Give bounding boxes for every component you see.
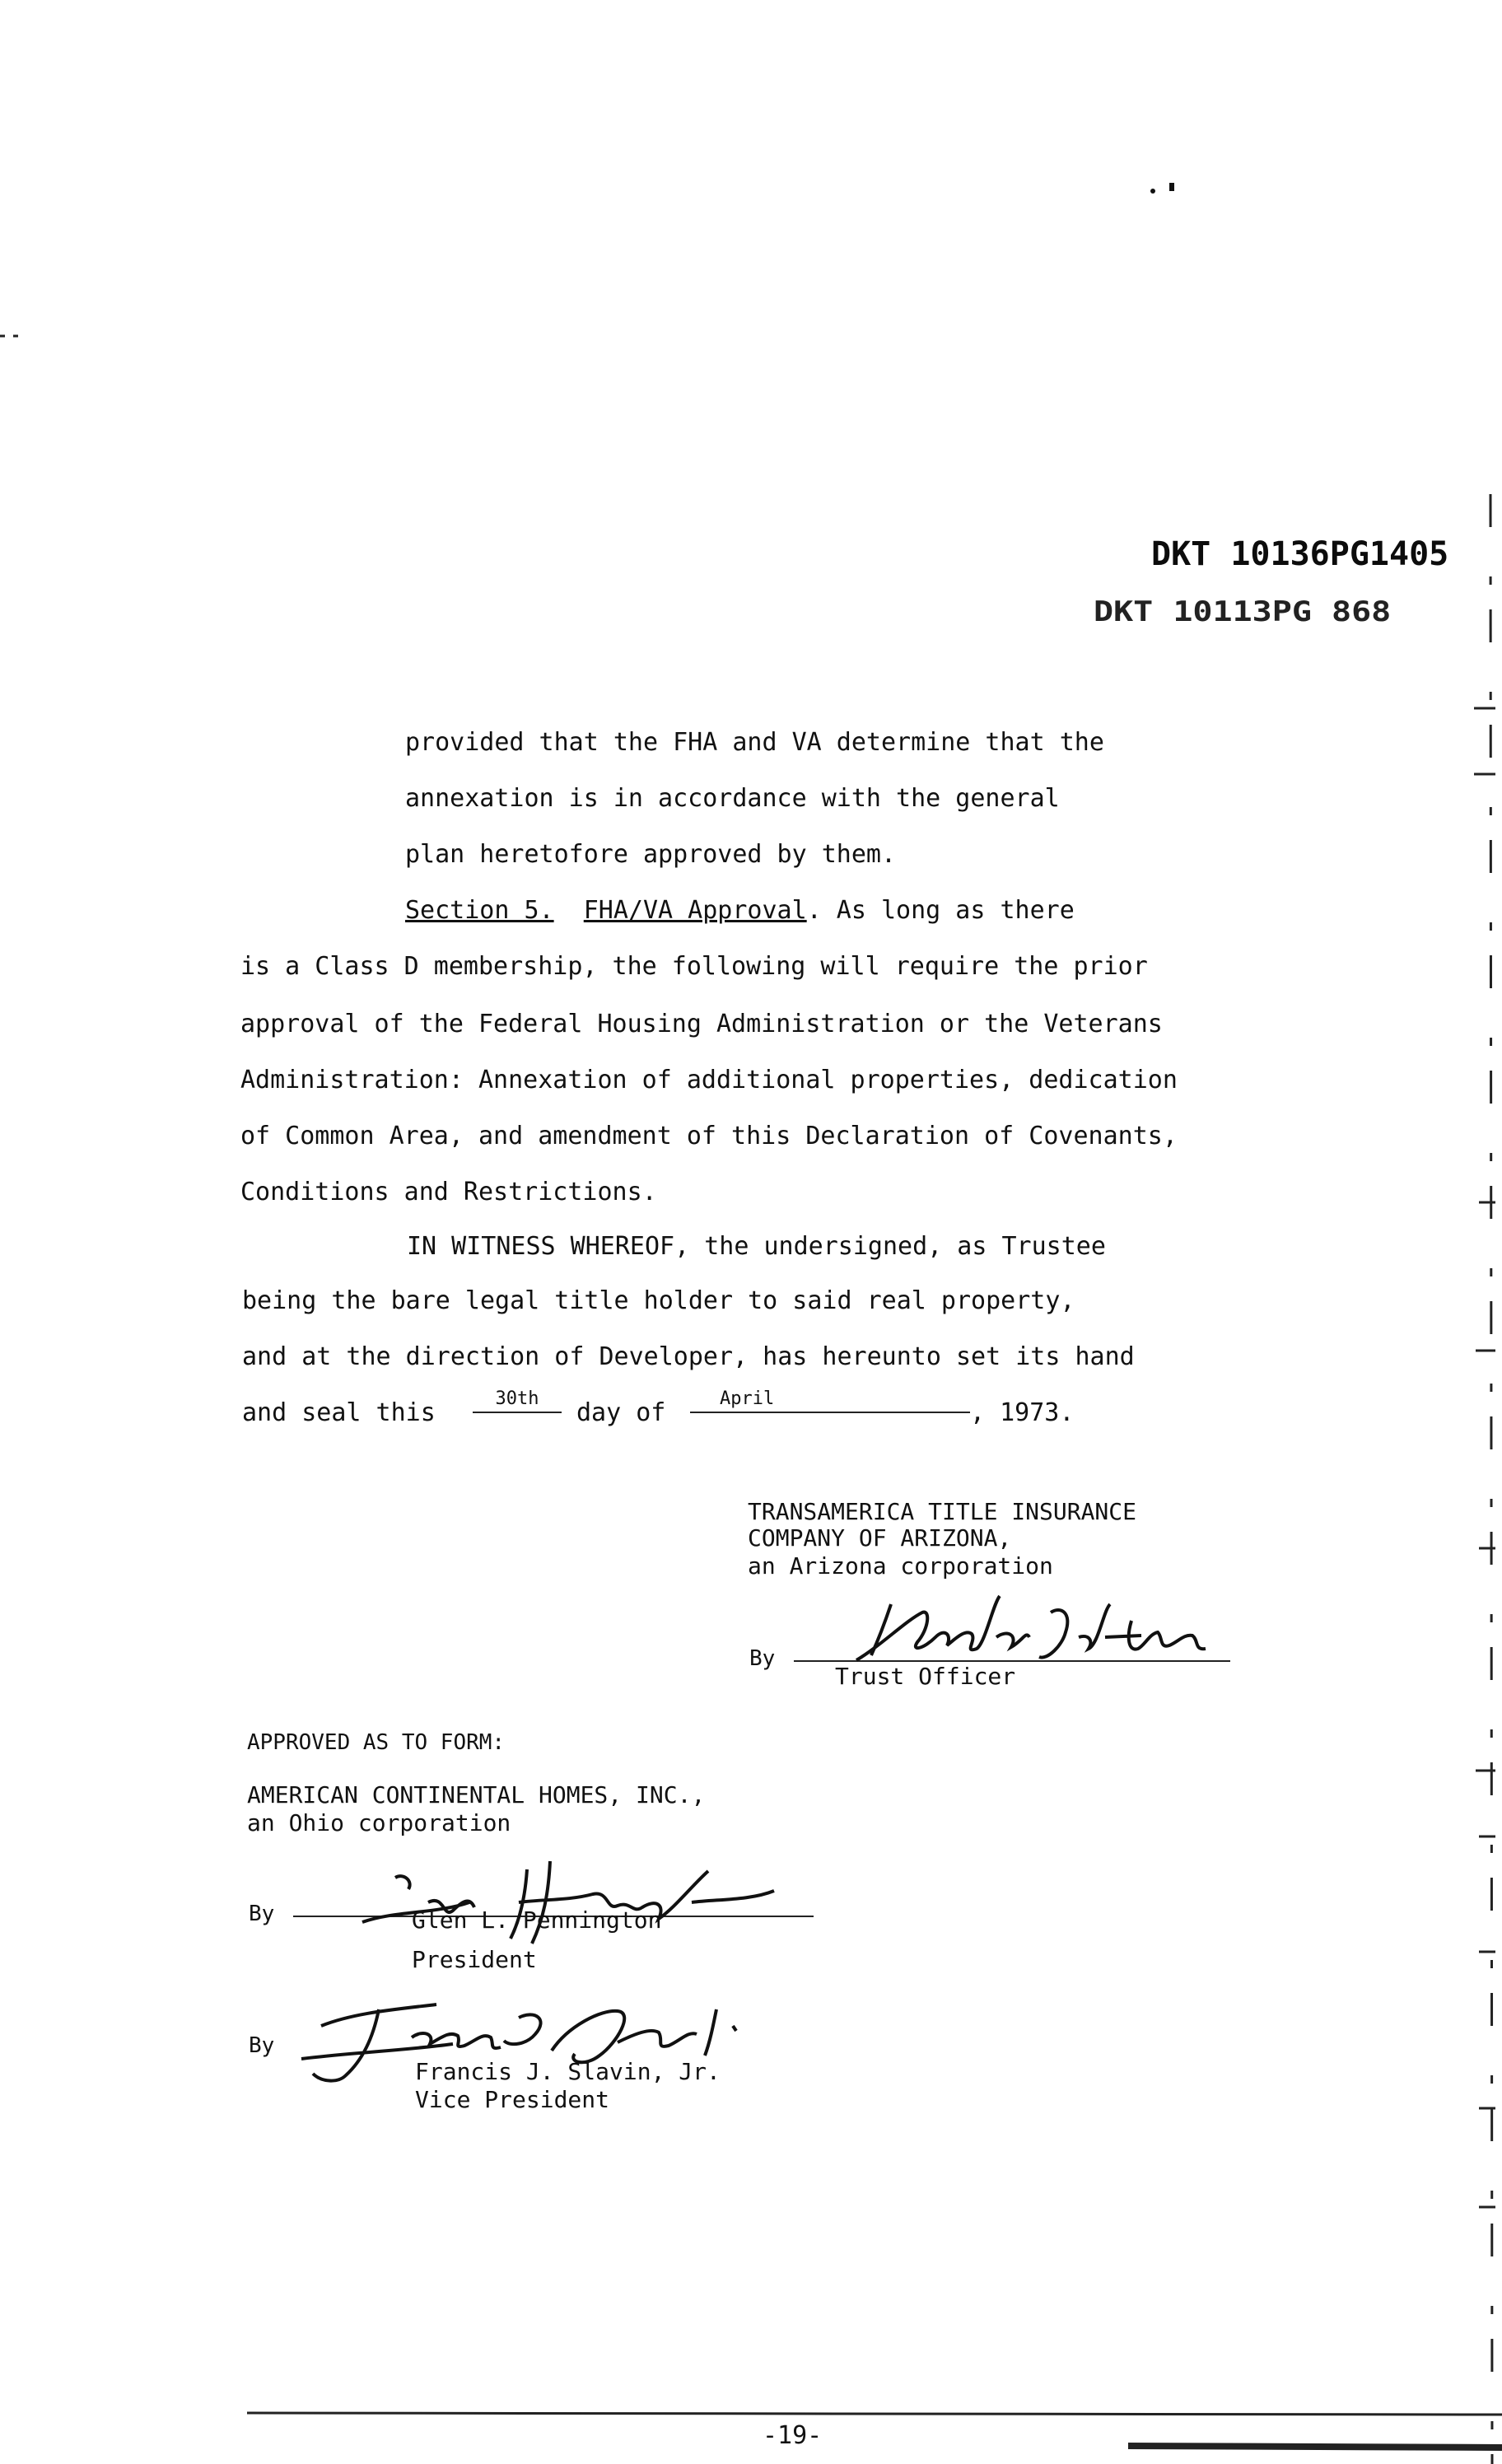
section-title: FHA/VA Approval bbox=[583, 896, 807, 925]
section-line: is a Class D membership, the following will require the prior bbox=[240, 952, 1148, 981]
witness-line: IN WITNESS WHEREOF, the undersigned, as Trustee bbox=[407, 1232, 1106, 1261]
witness-line: and at the direction of Developer, has hereunto set its hand bbox=[242, 1342, 1135, 1371]
year-text: , 1973. bbox=[970, 1398, 1075, 1427]
trustee-by-label: By bbox=[749, 1646, 776, 1671]
trustee-name-line-2: COMPANY OF ARIZONA, bbox=[748, 1524, 1012, 1552]
approval-signer-2-name: Francis J. Slavin, Jr. bbox=[415, 2058, 721, 2085]
approval-signer-1-by-label: By bbox=[249, 1902, 275, 1926]
witness-line: being the bare legal title holder to said real property, bbox=[242, 1286, 1075, 1315]
section-line: approval of the Federal Housing Administration or the Veterans bbox=[240, 1010, 1163, 1038]
approval-company-line-1: AMERICAN CONTINENTAL HOMES, INC., bbox=[247, 1781, 706, 1808]
approval-signer-1-title: President bbox=[412, 1946, 537, 1973]
month-blank: April bbox=[690, 1387, 970, 1413]
section-label: Section 5. bbox=[405, 896, 554, 925]
body-line: plan heretofore approved by them. bbox=[405, 840, 897, 869]
approval-signer-2-title: Vice President bbox=[415, 2086, 610, 2113]
approval-company-line-2: an Ohio corporation bbox=[247, 1809, 511, 1836]
day-of-label: day of bbox=[576, 1398, 666, 1427]
section-first-line-rest: . As long as there bbox=[806, 896, 1075, 925]
seal-prefix: and seal this bbox=[242, 1398, 436, 1427]
trustee-signer-title: Trust Officer bbox=[835, 1663, 1016, 1690]
section-line: Conditions and Restrictions. bbox=[240, 1178, 657, 1206]
approval-signer-2-by-label: By bbox=[249, 2033, 275, 2058]
body-line: provided that the FHA and VA determine that the bbox=[405, 728, 1104, 757]
body-line: annexation is in accordance with the general bbox=[405, 784, 1060, 813]
trustee-name-line-3: an Arizona corporation bbox=[748, 1552, 1053, 1580]
section-line: of Common Area, and amendment of this Declaration of Covenants, bbox=[240, 1122, 1178, 1150]
approval-heading: APPROVED AS TO FORM: bbox=[247, 1730, 506, 1755]
page-number: -19- bbox=[763, 2421, 823, 2450]
recording-stamp-line-1: DKT 10136PG1405 bbox=[1151, 535, 1449, 573]
day-blank: 30th bbox=[473, 1387, 562, 1413]
approval-signer-1-name: Glen L. Pennington bbox=[412, 1906, 662, 1934]
recording-stamp-line-2: DKT 10113PG 868 bbox=[1094, 595, 1392, 628]
section-line: Administration: Annexation of additional properties, dedication bbox=[240, 1066, 1178, 1094]
trustee-name-line-1: TRANSAMERICA TITLE INSURANCE bbox=[748, 1498, 1137, 1525]
